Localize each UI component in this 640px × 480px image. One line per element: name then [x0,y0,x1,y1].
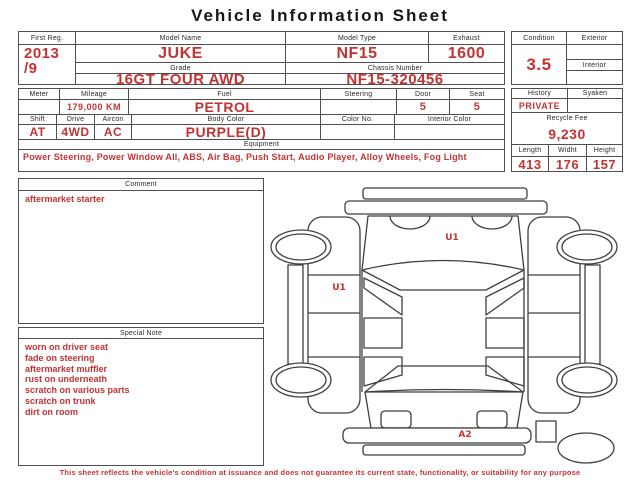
left-front-window [364,278,402,315]
front-right-wheel-rim [562,234,612,260]
chassis-number-label: Chassis Number [286,63,504,74]
color-no-value [321,125,395,139]
grade-label: Grade [76,63,286,74]
meter-value [19,100,60,114]
right-rear-window [486,318,524,348]
height-value: 157 [592,157,617,172]
model-type-label: Model Type [286,32,429,45]
recycle-fee-label: Recycle Fee [546,114,588,122]
mileage-label: Mileage [60,89,129,100]
right-sill-panel [585,265,600,364]
meter-label: Meter [19,89,60,100]
fuel-label: Fuel [129,89,321,100]
history-fee-table [511,88,623,172]
front-bumper-upper [363,188,527,199]
condition-value: 3.5 [512,45,567,84]
syaken-value [568,99,622,112]
left-tail-light [381,411,411,428]
right-front-window [486,278,524,315]
hood-outline [362,216,524,270]
car-damage-diagram [270,185,640,470]
right-tail-light [477,411,507,428]
steering-value [321,100,397,114]
interior-label: Interior [567,60,622,71]
length-label: Length [512,145,549,157]
door-label: Door [397,89,450,100]
drive-label: Drive [57,115,95,125]
special-note-item: scratch on various parts [25,385,130,396]
first-reg-label: First Reg. [19,32,76,45]
model-info-table [18,31,505,85]
syaken-label: Syaken [568,89,622,99]
disclaimer-text: This sheet reflects the vehicle's condition at issuance and does not guarantee its current state, functionality, or suitability for any purpose [59,468,581,477]
cabin-sides [362,270,524,392]
special-note-box [18,327,264,466]
left-headlight [390,216,430,229]
rear-right-wheel-rim [562,367,612,393]
special-note-list [19,339,263,465]
damage-marker-left-door: U1 [332,283,346,293]
history-value: PRIVATE [512,99,568,112]
windshield [362,261,524,291]
comment-box [18,178,264,324]
damage-marker-hood: U1 [445,233,459,243]
widht-label: Widht [549,145,587,157]
equipment-label: Equipment [19,140,504,150]
steering-label: Steering [321,89,397,100]
special-note-label: Special Note [19,328,263,339]
right-quarter-window [486,357,524,386]
interior-value [567,71,622,84]
exhaust-label: Exhaust [429,32,504,45]
exterior-label: Exterior [567,32,622,45]
left-rear-window [364,318,402,348]
body-color-label: Body Color [132,115,321,125]
first-reg-month: /9 [24,60,38,77]
condition-table [511,31,623,85]
seat-label: Seat [450,89,504,100]
special-note-item: worn on driver seat [25,342,109,352]
special-note-item: rust on underneath [25,374,108,385]
special-note-item: aftermarket muffler [25,363,108,374]
special-note-item: dirt on room [25,406,78,417]
seat-value: 5 [473,101,481,113]
left-sill-panel [288,265,303,364]
recycle-fee-value: 9,230 [512,123,622,145]
first-reg-year: 2013 [24,45,60,62]
rear-left-wheel-rim [276,367,326,393]
exhaust-value: 1600 [429,45,504,63]
special-note-item: scratch on trunk [25,395,96,406]
model-type-value: NF15 [286,45,429,63]
rear-corner-piece [536,421,556,442]
chassis-number-value: NF15-320456 [346,74,444,84]
drive-value: 4WD [57,125,95,139]
mileage-value: 179,000 KM [60,100,129,114]
aircon-value: AC [95,125,132,139]
shift-value: AT [19,125,57,139]
page-title: Vehicle Information Sheet [191,6,449,25]
exterior-value [567,45,622,60]
comment-text: aftermarket starter [25,194,105,204]
equipment-value: Power Steering, Power Window All, ABS, Air Bag, Push Start, Audio Player, Alloy Wheels, Fog Light [23,152,467,162]
length-value: 413 [512,157,549,172]
rear-bumper-upper [343,428,531,443]
left-quarter-window [364,357,402,386]
model-name-label: Model Name [76,32,286,45]
damage-marker-rear-bumper: A2 [458,430,472,440]
shift-label: Shift [19,115,57,125]
interior-color-value [395,125,504,139]
comment-label: Comment [19,179,263,191]
spec-table [18,88,505,172]
color-no-label: Color No. [321,115,395,125]
front-left-wheel-rim [276,234,326,260]
history-label: History [512,89,568,99]
fuel-value: PETROL [129,100,321,114]
special-note-item: fade on steering [25,352,95,363]
body-color-value: PURPLE(D) [132,125,321,139]
aircon-label: Aircon [95,115,132,125]
front-bumper-lower [345,201,547,214]
spare-tire [558,433,614,463]
widht-value: 176 [549,157,587,172]
height-label: Height [587,145,622,157]
right-headlight [472,216,512,229]
rear-bumper-lower [363,445,525,455]
grade-value: 16GT FOUR AWD [76,74,286,84]
condition-label: Condition [512,32,567,45]
model-name-value: JUKE [76,45,286,63]
door-value: 5 [397,100,450,114]
first-reg-value [19,45,76,84]
trunk-lid [365,390,523,429]
interior-color-label: Interior Color [395,115,504,125]
